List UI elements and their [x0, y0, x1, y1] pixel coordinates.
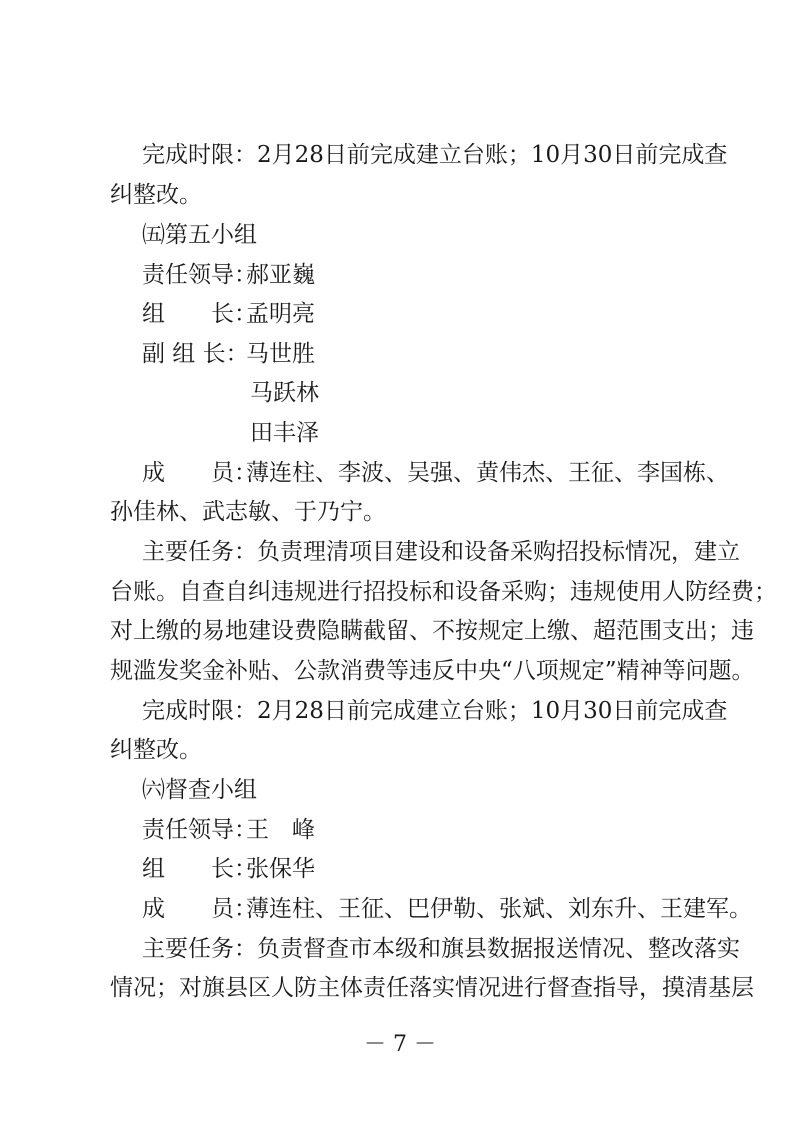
roster-value: 王 峰 — [246, 817, 315, 843]
roster-label: 组 长： — [142, 301, 257, 327]
paragraph: 对上缴的易地建设费隐瞒截留、不按规定上缴、超范围支出；违 — [110, 618, 754, 644]
roster-value: 马世胜 — [246, 341, 315, 367]
paragraph: 情况；对旗县区人防主体责任落实情况进行督查指导，摸清基层 — [110, 975, 754, 1001]
paragraph: 台账。自查自纠违规进行招投标和设备采购；违规使用人防经费； — [110, 579, 777, 605]
roster-label: 组 长： — [142, 856, 257, 882]
roster-label: 成 员： — [142, 460, 257, 486]
roster-line — [142, 260, 315, 290]
roster-line — [142, 458, 729, 488]
paragraph: 规滥发奖金补贴、公款消费等违反中央“八项规定”精神等问题。 — [110, 658, 755, 684]
roster-line — [142, 854, 315, 884]
roster-label: 成 员： — [142, 896, 257, 922]
paragraph: 孙佳林、武志敏、于乃宁。 — [110, 499, 386, 525]
roster-line — [142, 894, 752, 924]
page-number: － 7 － — [364, 1032, 436, 1057]
paragraph: 纠整改。 — [110, 182, 202, 208]
roster-line — [142, 299, 315, 329]
roster-line — [142, 339, 315, 369]
roster-line — [142, 815, 315, 845]
section-heading: ㈥督查小组 — [142, 777, 257, 803]
roster-value: 薄连柱、王征、巴伊勒、张斌、刘东升、王建军。 — [246, 896, 752, 922]
paragraph: 完成时限：2月28日前完成建立台账；10月30日前完成查 — [142, 142, 728, 168]
section-heading: ㈤第五小组 — [142, 222, 257, 248]
roster-label: 副 组 长： — [142, 341, 249, 367]
paragraph: 完成时限：2月28日前完成建立台账；10月30日前完成查 — [142, 698, 728, 724]
roster-value: 田丰泽 — [250, 420, 319, 446]
paragraph: 主要任务：负责督查市本级和旗县数据报送情况、整改落实 — [142, 936, 740, 962]
roster-value: 薄连柱、李波、吴强、黄伟杰、王征、李国栋、 — [246, 460, 729, 486]
roster-label: 责任领导： — [142, 262, 257, 288]
roster-value: 郝亚巍 — [246, 262, 315, 288]
roster-value: 马跃林 — [250, 380, 319, 406]
paragraph: 纠整改。 — [110, 737, 202, 763]
roster-label: 责任领导： — [142, 817, 257, 843]
roster-value: 张保华 — [246, 856, 315, 882]
roster-value: 孟明亮 — [246, 301, 315, 327]
paragraph: 主要任务：负责理清项目建设和设备采购招投标情况，建立 — [142, 539, 740, 565]
